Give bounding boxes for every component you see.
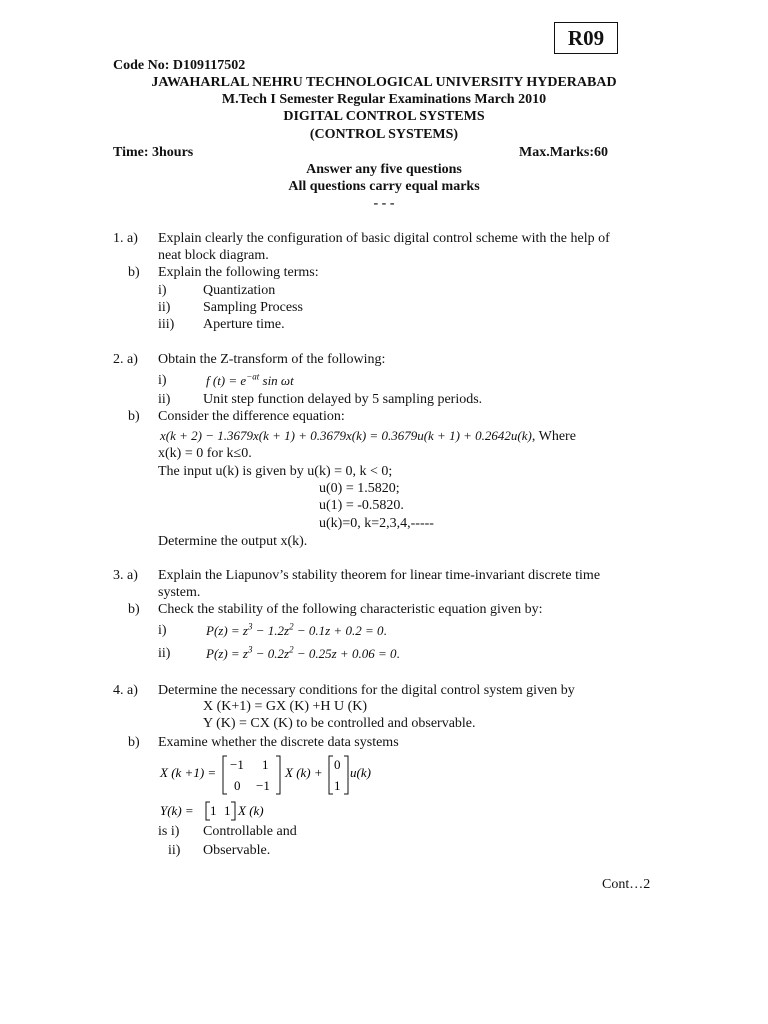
state-eq-xk: X (k) +	[285, 765, 323, 780]
q4b-i-text: Controllable and	[203, 824, 297, 839]
continued-marker: Cont…2	[602, 877, 651, 892]
q4a-state-equation: X (K+1) = GX (K) +H U (K)	[203, 699, 368, 714]
q3b-i-label: i)	[158, 623, 167, 638]
matrix-c-2: 1	[224, 803, 231, 818]
q2b-determine: Determine the output x(k).	[158, 534, 308, 549]
matrix-b-right-bracket	[344, 756, 348, 794]
subject-title: DIGITAL CONTROL SYSTEMS	[283, 109, 485, 124]
q3b-label: b)	[128, 602, 140, 617]
q3b-i-equation: $P(z) = z^3 - 1.2z^2 - 0.1z + 0.2 = 0$.	[206, 621, 387, 638]
q1b-ii-label: ii)	[158, 300, 171, 315]
q2a-ii-text: Unit step function delayed by 5 sampling periods.	[203, 392, 483, 407]
q2a-text: Obtain the Z-transform of the following:	[158, 352, 386, 367]
q2b-u0: u(0) = 1.5820;	[319, 481, 400, 496]
q1b-i-text: Quantization	[203, 283, 276, 298]
q4b-i-label: is i)	[158, 824, 180, 839]
matrix-c-1: 1	[210, 803, 217, 818]
matrix-a-right-bracket	[276, 756, 280, 794]
q4-number: 4. a)	[113, 683, 138, 698]
matrix-c-right-bracket	[231, 802, 235, 820]
state-eq-uk: u(k)	[350, 765, 371, 780]
q1b-iii-text: Aperture time.	[203, 317, 285, 332]
university-name: JAWAHARLAL NEHRU TECHNOLOGICAL UNIVERSITY HYDERABAD	[151, 75, 617, 90]
q1b-text: Explain the following terms:	[158, 265, 319, 280]
q2b-uk: u(k)=0, k=2,3,4,-----	[319, 516, 434, 531]
matrix-b-left-bracket	[329, 756, 333, 794]
q3a-text-line1: Explain the Liapunov’s stability theorem for linear time-invariant discrete time	[158, 568, 601, 583]
q4b-text: Examine whether the discrete data systems	[158, 735, 399, 750]
instruction-answer: Answer any five questions	[306, 162, 462, 177]
separator: - - -	[373, 196, 395, 211]
q4b-ii-text: Observable.	[203, 843, 271, 858]
q2a-i-label: i)	[158, 373, 167, 388]
q1a-text-line1: Explain clearly the configuration of basic digital control scheme with the help of	[158, 231, 610, 246]
exam-title: M.Tech I Semester Regular Examinations March 2010	[221, 92, 547, 107]
q2b-text: Consider the difference equation:	[158, 409, 345, 424]
matrix-b-2: 1	[334, 778, 341, 793]
q3b-text: Check the stability of the following characteristic equation given by:	[158, 602, 543, 617]
matrix-a-22: −1	[256, 778, 270, 793]
q3b-ii-equation: $P(z) = z^3 - 0.2z^2 - 0.25z + 0.06 = 0$.	[206, 644, 400, 661]
q1a-text-line2: neat block diagram.	[158, 248, 269, 263]
q4b-label: b)	[128, 735, 140, 750]
q4b-ii-label: ii)	[168, 843, 181, 858]
q2b-where-condition: x(k) = 0 for k≤0.	[158, 446, 252, 461]
exam-time: Time: 3hours	[113, 145, 194, 160]
q1b-iii-label: iii)	[158, 317, 175, 332]
q2b-u1: u(1) = -0.5820.	[319, 498, 404, 513]
regulation-badge: R09	[554, 22, 618, 54]
q2-number: 2. a)	[113, 352, 138, 367]
q4b-output-matrix-equation	[150, 799, 310, 823]
matrix-a-11: −1	[230, 757, 244, 772]
state-eq-lhs: X (k +1) =	[160, 765, 217, 780]
q4a-output-equation: Y (K) = CX (K) to be controlled and observable.	[203, 716, 476, 731]
q4a-text: Determine the necessary conditions for the digital control system given by	[158, 683, 575, 698]
output-eq-lhs: Y(k) =	[160, 803, 194, 818]
q2b-label: b)	[128, 409, 140, 424]
q3a-text-line2: system.	[158, 585, 201, 600]
branch-title: (CONTROL SYSTEMS)	[309, 127, 459, 142]
q1-number: 1. a)	[113, 231, 138, 246]
max-marks: Max.Marks:60	[519, 145, 609, 160]
q4b-state-matrix-equation	[150, 750, 410, 800]
matrix-a-21: 0	[234, 778, 241, 793]
q3b-ii-label: ii)	[158, 646, 171, 661]
matrix-b-1: 0	[334, 757, 341, 772]
output-eq-rhs: X (k)	[238, 803, 264, 818]
code-number: Code No: D109117502	[113, 58, 246, 73]
matrix-a-12: 1	[262, 757, 269, 772]
matrix-a-left-bracket	[223, 756, 227, 794]
q2a-ii-label: ii)	[158, 392, 171, 407]
instruction-marks: All questions carry equal marks	[288, 179, 480, 194]
q2a-i-formula: f $(t) = e^{-at}$ sin ωt	[206, 371, 294, 388]
q1b-ii-text: Sampling Process	[203, 300, 303, 315]
q1b-label: b)	[128, 265, 140, 280]
q2b-input-definition: The input u(k) is given by u(k) = 0, k < 0;	[158, 464, 393, 479]
q1b-i-label: i)	[158, 283, 167, 298]
q3-number: 3. a)	[113, 568, 138, 583]
q2b-difference-equation: x(k + 2) − 1.3679x(k + 1) + 0.3679x(k) = 0.3679u(k + 1) + 0.2642u(k), Where	[160, 428, 576, 444]
